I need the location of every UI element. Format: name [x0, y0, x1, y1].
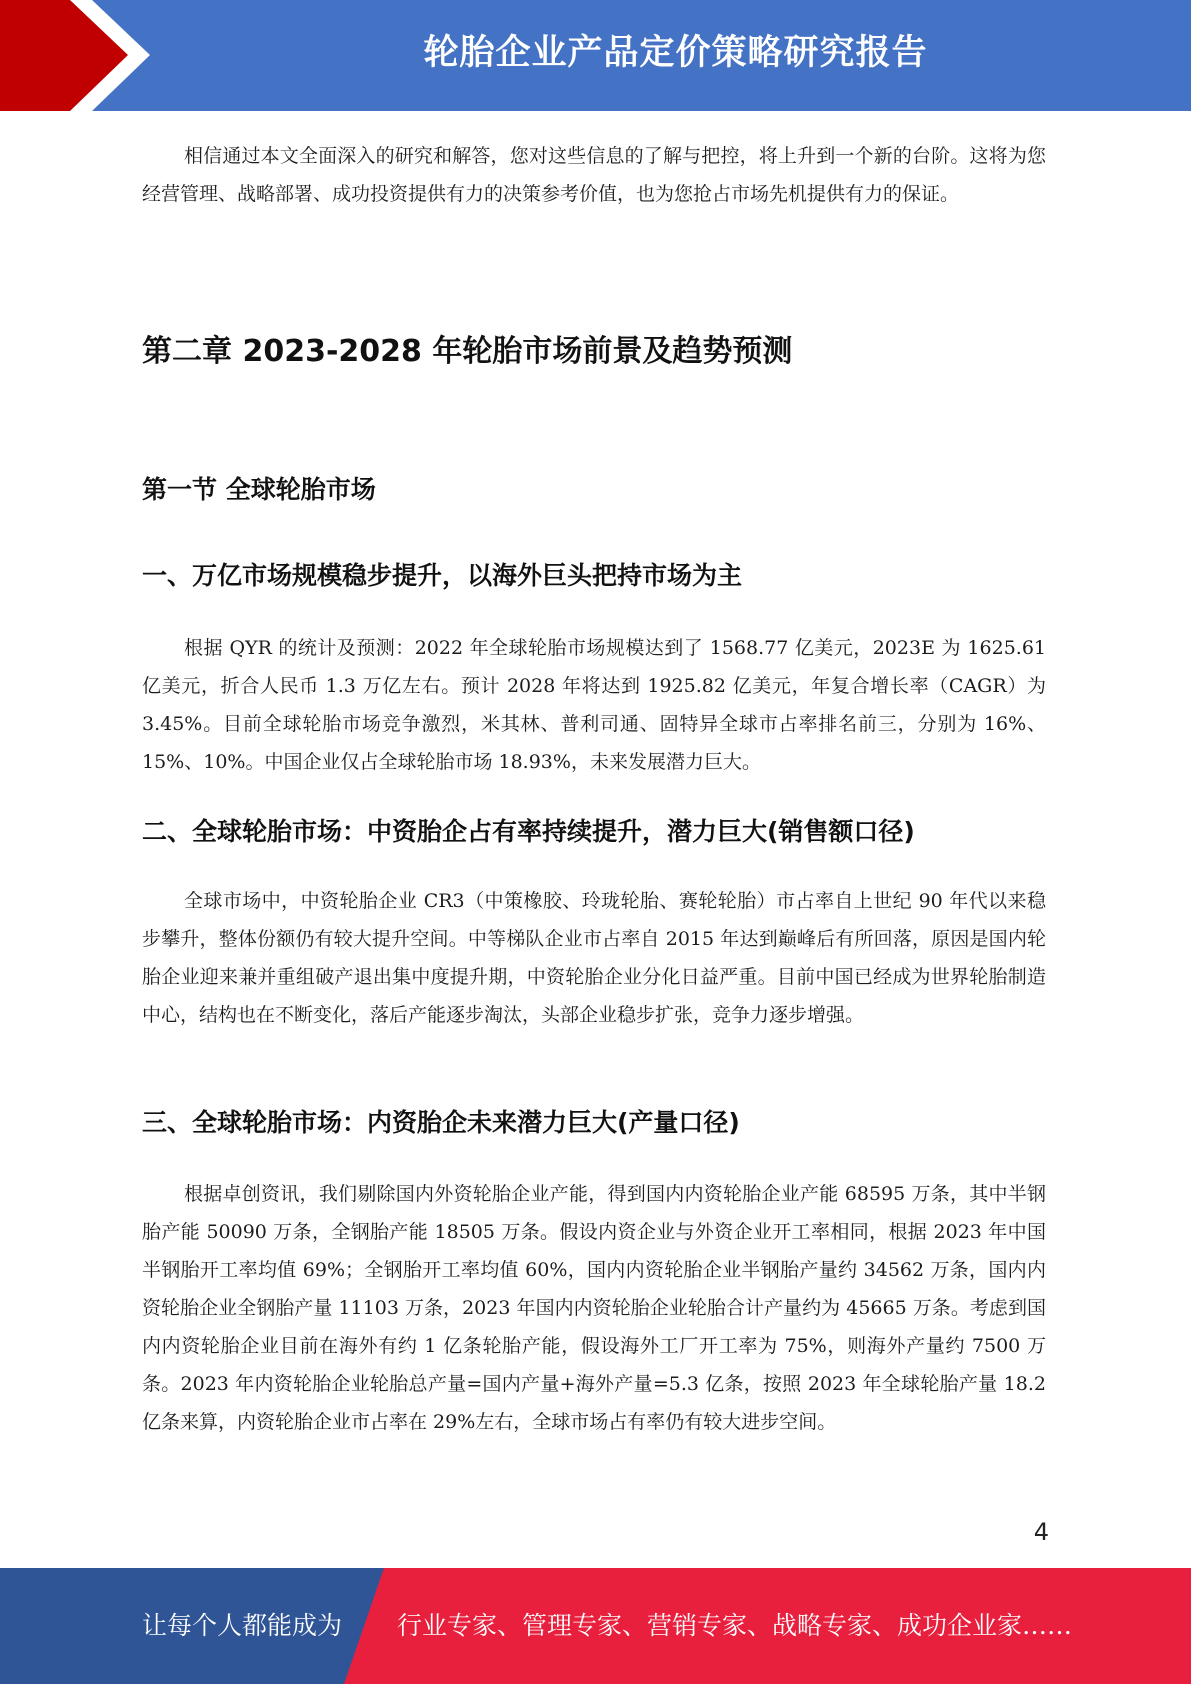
footer-slogan-left: 让每个人都能成为: [142, 1611, 343, 1640]
header-title: 轮胎企业产品定价策略研究报告: [423, 33, 928, 73]
intro-paragraph: 相信通过本文全面深入的研究和解答，您对这些信息的了解与把控，将上升到一个新的台阶。这将为您经营管理、战略部署、成功投资提供有力的决策参考价值，也为您抢占市场先机提供有力的保证。: [142, 145, 1046, 205]
page-number: 4: [1033, 1518, 1049, 1546]
subsection-2-paragraph: 全球市场中，中资轮胎企业 CR3（中策橡胶、玲珑轮胎、赛轮轮胎）市占率自上世纪 90 年代以来稳步攀升，整体份额仍有较大提升空间。中等梯队企业市占率自 2015 年达到巅峰后有所回落，原因是国内轮胎企业迎来兼并重组破产退出集中度提升期，中资轮胎企业分化日益严重。目前中国已经成为世界轮胎制造中心，结构也在不断变化，落后产能逐步淘汰，头部企业稳步扩张，竞争力逐步增强。: [142, 890, 1046, 1026]
footer-slogan-right: 行业专家、管理专家、营销专家、战略专家、成功企业家……: [397, 1611, 1073, 1640]
chapter-title: 第二章 2023-2028 年轮胎市场前景及趋势预测: [142, 334, 793, 369]
page-header: [0, 0, 1191, 111]
page-footer: [0, 1568, 1191, 1684]
subsection-3-body: [142, 1175, 1046, 1441]
subsection-1-body: [142, 629, 1046, 781]
subsection-2-title: 二、全球轮胎市场：中资胎企占有率持续提升，潜力巨大(销售额口径): [142, 817, 915, 846]
subsection-3-title: 三、全球轮胎市场：内资胎企未来潜力巨大(产量口径): [142, 1108, 740, 1137]
section-title: 第一节 全球轮胎市场: [142, 475, 376, 504]
intro-block: [142, 137, 1046, 213]
subsection-1-paragraph: 根据 QYR 的统计及预测：2022 年全球轮胎市场规模达到了 1568.77 亿美元，2023E 为 1625.61 亿美元，折合人民币 1.3 万亿左右。预计 2028 年将达到 1925.82 亿美元，年复合增长率（CAGR）为 3.45%。目前全球轮胎市场竞争激烈，米其林、普利司通、固特异全球市占率排名前三，分别为 16%、15%、10%。中国企业仅占全球轮胎市场 18.93%，未来发展潜力巨大。: [142, 637, 1046, 773]
subsection-3-paragraph: 根据卓创资讯，我们剔除国内外资轮胎企业产能，得到国内内资轮胎企业产能 68595 万条，其中半钢胎产能 50090 万条，全钢胎产能 18505 万条。假设内资企业与外资企业开工率相同，根据 2023 年中国半钢胎开工率均值 69%；全钢胎开工率均值 60%，国内内资轮胎企业半钢胎产量约 34562 万条，国内内资轮胎企业全钢胎产量 11103 万条，2023 年国内内资轮胎企业轮胎合计产量约为 45665 万条。考虑到国内内资轮胎企业目前在海外有约 1 亿条轮胎产能，假设海外工厂开工率为 75%，则海外产量约 7500 万条。2023 年内资轮胎企业轮胎总产量=国内产量+海外产量=5.3 亿条，按照 2023 年全球轮胎产量 18.2 亿条来算，内资轮胎企业市占率在 29%左右，全球市场占有率仍有较大进步空间。: [142, 1183, 1046, 1433]
subsection-2-body: [142, 882, 1046, 1034]
subsection-1-title: 一、万亿市场规模稳步提升，以海外巨头把持市场为主: [142, 561, 743, 590]
